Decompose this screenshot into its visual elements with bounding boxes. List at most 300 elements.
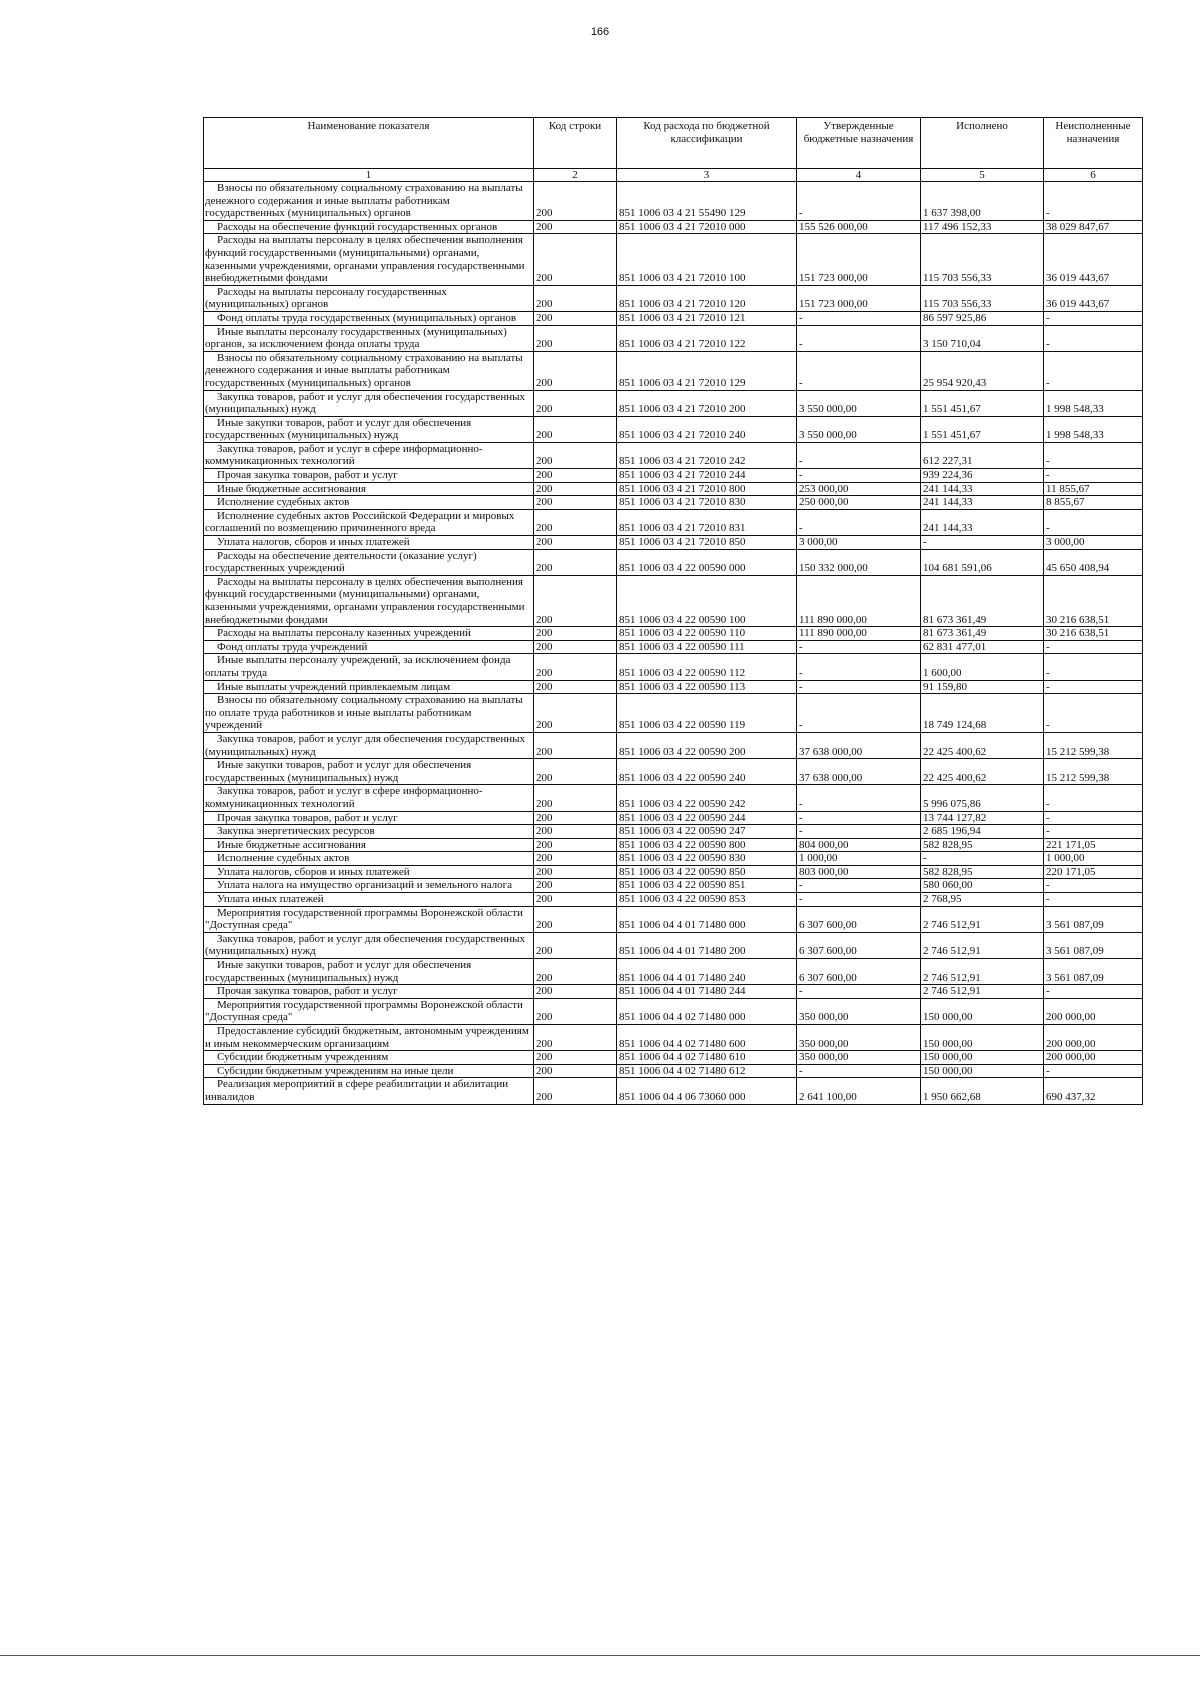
line-code-cell: 200 bbox=[534, 959, 617, 985]
executed-cell: 2 746 512,91 bbox=[921, 985, 1044, 999]
column-number: 4 bbox=[797, 169, 921, 182]
table-row bbox=[204, 852, 1143, 866]
unexecuted-cell: - bbox=[1044, 509, 1143, 535]
indicator-name-cell: Иные бюджетные ассигнования bbox=[204, 482, 534, 496]
table-row bbox=[204, 496, 1143, 510]
approved-cell: - bbox=[797, 442, 921, 468]
expense-code-cell: 851 1006 03 4 22 00590 113 bbox=[617, 680, 797, 694]
table-row bbox=[204, 985, 1143, 999]
unexecuted-cell: 15 212 599,38 bbox=[1044, 732, 1143, 758]
approved-cell: - bbox=[797, 680, 921, 694]
table-row bbox=[204, 1078, 1143, 1104]
unexecuted-cell: 38 029 847,67 bbox=[1044, 220, 1143, 234]
indicator-name-cell: Расходы на выплаты персоналу казенных учреждений bbox=[204, 627, 534, 641]
indicator-name-cell: Фонд оплаты труда государственных (муниципальных) органов bbox=[204, 311, 534, 325]
expense-code-cell: 851 1006 03 4 21 72010 121 bbox=[617, 311, 797, 325]
table-row bbox=[204, 442, 1143, 468]
line-code-cell: 200 bbox=[534, 759, 617, 785]
line-code-cell: 200 bbox=[534, 654, 617, 680]
approved-cell: 150 332 000,00 bbox=[797, 549, 921, 575]
approved-cell: - bbox=[797, 640, 921, 654]
executed-cell: 2 746 512,91 bbox=[921, 959, 1044, 985]
approved-cell: - bbox=[797, 351, 921, 390]
unexecuted-cell: 45 650 408,94 bbox=[1044, 549, 1143, 575]
approved-cell: - bbox=[797, 325, 921, 351]
expense-code-cell: 851 1006 03 4 21 72010 100 bbox=[617, 234, 797, 285]
indicator-name-cell: Расходы на выплаты персоналу государственных (муниципальных) органов bbox=[204, 285, 534, 311]
line-code-cell: 200 bbox=[534, 852, 617, 866]
table-row bbox=[204, 959, 1143, 985]
executed-cell: 1 551 451,67 bbox=[921, 390, 1044, 416]
executed-cell: 582 828,95 bbox=[921, 865, 1044, 879]
line-code-cell: 200 bbox=[534, 825, 617, 839]
executed-cell: 580 060,00 bbox=[921, 879, 1044, 893]
expense-code-cell: 851 1006 03 4 22 00590 110 bbox=[617, 627, 797, 641]
line-code-cell: 200 bbox=[534, 838, 617, 852]
unexecuted-cell: 3 561 087,09 bbox=[1044, 959, 1143, 985]
indicator-name-cell: Закупка товаров, работ и услуг для обеспечения государственных (муниципальных) нужд bbox=[204, 732, 534, 758]
expense-code-cell: 851 1006 03 4 21 72010 831 bbox=[617, 509, 797, 535]
unexecuted-cell: 221 171,05 bbox=[1044, 838, 1143, 852]
approved-cell: - bbox=[797, 785, 921, 811]
expense-code-cell: 851 1006 03 4 22 00590 244 bbox=[617, 811, 797, 825]
expense-code-cell: 851 1006 03 4 22 00590 240 bbox=[617, 759, 797, 785]
approved-cell: 3 550 000,00 bbox=[797, 416, 921, 442]
line-code-cell: 200 bbox=[534, 985, 617, 999]
approved-cell: - bbox=[797, 879, 921, 893]
approved-cell: 37 638 000,00 bbox=[797, 732, 921, 758]
header-unexecuted: Неисполненные назначения bbox=[1044, 118, 1143, 169]
unexecuted-cell: - bbox=[1044, 469, 1143, 483]
line-code-cell: 200 bbox=[534, 182, 617, 221]
expense-code-cell: 851 1006 03 4 21 72010 242 bbox=[617, 442, 797, 468]
line-code-cell: 200 bbox=[534, 549, 617, 575]
unexecuted-cell: 220 171,05 bbox=[1044, 865, 1143, 879]
line-code-cell: 200 bbox=[534, 785, 617, 811]
unexecuted-cell: - bbox=[1044, 825, 1143, 839]
executed-cell: 241 144,33 bbox=[921, 509, 1044, 535]
approved-cell: 350 000,00 bbox=[797, 998, 921, 1024]
approved-cell: 151 723 000,00 bbox=[797, 285, 921, 311]
table-row bbox=[204, 680, 1143, 694]
unexecuted-cell: - bbox=[1044, 785, 1143, 811]
header-line-code: Код строки bbox=[534, 118, 617, 169]
indicator-name-cell: Субсидии бюджетным учреждениям на иные цели bbox=[204, 1064, 534, 1078]
line-code-cell: 200 bbox=[534, 220, 617, 234]
expense-code-cell: 851 1006 04 4 02 71480 612 bbox=[617, 1064, 797, 1078]
line-code-cell: 200 bbox=[534, 879, 617, 893]
table-body bbox=[204, 182, 1143, 1105]
executed-cell: 241 144,33 bbox=[921, 496, 1044, 510]
expense-code-cell: 851 1006 04 4 02 71480 610 bbox=[617, 1051, 797, 1065]
table-row bbox=[204, 906, 1143, 932]
table-row bbox=[204, 865, 1143, 879]
executed-cell: 86 597 925,86 bbox=[921, 311, 1044, 325]
expense-code-cell: 851 1006 03 4 22 00590 853 bbox=[617, 893, 797, 907]
executed-cell: 3 150 710,04 bbox=[921, 325, 1044, 351]
line-code-cell: 200 bbox=[534, 627, 617, 641]
expense-code-cell: 851 1006 03 4 21 72010 200 bbox=[617, 390, 797, 416]
unexecuted-cell: - bbox=[1044, 311, 1143, 325]
executed-cell: 1 950 662,68 bbox=[921, 1078, 1044, 1104]
indicator-name-cell: Закупка товаров, работ и услуг для обеспечения государственных (муниципальных) нужд bbox=[204, 932, 534, 958]
indicator-name-cell: Взносы по обязательному социальному страхованию на выплаты денежного содержания и иные выплаты работникам государственных (муниципальных) органов bbox=[204, 182, 534, 221]
executed-cell: 1 600,00 bbox=[921, 654, 1044, 680]
unexecuted-cell: - bbox=[1044, 694, 1143, 733]
expense-code-cell: 851 1006 03 4 22 00590 851 bbox=[617, 879, 797, 893]
approved-cell: - bbox=[797, 985, 921, 999]
expense-code-cell: 851 1006 04 4 01 71480 000 bbox=[617, 906, 797, 932]
executed-cell: 81 673 361,49 bbox=[921, 627, 1044, 641]
executed-cell: 241 144,33 bbox=[921, 482, 1044, 496]
approved-cell: - bbox=[797, 182, 921, 221]
unexecuted-cell: 1 998 548,33 bbox=[1044, 416, 1143, 442]
executed-cell: 117 496 152,33 bbox=[921, 220, 1044, 234]
table-row bbox=[204, 825, 1143, 839]
unexecuted-cell: - bbox=[1044, 182, 1143, 221]
line-code-cell: 200 bbox=[534, 442, 617, 468]
indicator-name-cell: Уплата налога на имущество организаций и земельного налога bbox=[204, 879, 534, 893]
approved-cell: 253 000,00 bbox=[797, 482, 921, 496]
indicator-name-cell: Прочая закупка товаров, работ и услуг bbox=[204, 985, 534, 999]
indicator-name-cell: Иные закупки товаров, работ и услуг для обеспечения государственных (муниципальных) нужд bbox=[204, 416, 534, 442]
expense-code-cell: 851 1006 04 4 01 71480 200 bbox=[617, 932, 797, 958]
unexecuted-cell: 1 000,00 bbox=[1044, 852, 1143, 866]
approved-cell: - bbox=[797, 1064, 921, 1078]
unexecuted-cell: - bbox=[1044, 351, 1143, 390]
approved-cell: 3 550 000,00 bbox=[797, 390, 921, 416]
executed-cell: 5 996 075,86 bbox=[921, 785, 1044, 811]
table-row bbox=[204, 1051, 1143, 1065]
approved-cell: 350 000,00 bbox=[797, 1051, 921, 1065]
expense-code-cell: 851 1006 03 4 22 00590 242 bbox=[617, 785, 797, 811]
expense-code-cell: 851 1006 03 4 21 72010 244 bbox=[617, 469, 797, 483]
line-code-cell: 200 bbox=[534, 351, 617, 390]
unexecuted-cell: 36 019 443,67 bbox=[1044, 234, 1143, 285]
line-code-cell: 200 bbox=[534, 811, 617, 825]
unexecuted-cell: - bbox=[1044, 811, 1143, 825]
indicator-name-cell: Закупка товаров, работ и услуг в сфере информационно-коммуникационных технологий bbox=[204, 442, 534, 468]
indicator-name-cell: Прочая закупка товаров, работ и услуг bbox=[204, 811, 534, 825]
executed-cell: 13 744 127,82 bbox=[921, 811, 1044, 825]
line-code-cell: 200 bbox=[534, 325, 617, 351]
line-code-cell: 200 bbox=[534, 1025, 617, 1051]
approved-cell: - bbox=[797, 469, 921, 483]
indicator-name-cell: Уплата иных платежей bbox=[204, 893, 534, 907]
expense-code-cell: 851 1006 04 4 01 71480 244 bbox=[617, 985, 797, 999]
line-code-cell: 200 bbox=[534, 509, 617, 535]
executed-cell: - bbox=[921, 852, 1044, 866]
unexecuted-cell: 690 437,32 bbox=[1044, 1078, 1143, 1104]
line-code-cell: 200 bbox=[534, 416, 617, 442]
line-code-cell: 200 bbox=[534, 1078, 617, 1104]
executed-cell: 115 703 556,33 bbox=[921, 234, 1044, 285]
indicator-name-cell: Расходы на выплаты персоналу в целях обеспечения выполнения функций государственными (муниципальными) органами, казенными учреждениями, органами управления государственными внебюджетными фондами bbox=[204, 234, 534, 285]
column-number-row bbox=[204, 169, 1143, 182]
expense-code-cell: 851 1006 03 4 21 72010 240 bbox=[617, 416, 797, 442]
budget-execution-table bbox=[203, 117, 1143, 1105]
table-row bbox=[204, 482, 1143, 496]
table-row bbox=[204, 220, 1143, 234]
table-row bbox=[204, 893, 1143, 907]
header-expense-code: Код расхода по бюджетной классификации bbox=[617, 118, 797, 169]
approved-cell: 6 307 600,00 bbox=[797, 959, 921, 985]
line-code-cell: 200 bbox=[534, 694, 617, 733]
approved-cell: - bbox=[797, 311, 921, 325]
expense-code-cell: 851 1006 03 4 21 72010 830 bbox=[617, 496, 797, 510]
unexecuted-cell: - bbox=[1044, 442, 1143, 468]
table-row bbox=[204, 785, 1143, 811]
indicator-name-cell: Уплата налогов, сборов и иных платежей bbox=[204, 865, 534, 879]
expense-code-cell: 851 1006 03 4 21 55490 129 bbox=[617, 182, 797, 221]
approved-cell: 2 641 100,00 bbox=[797, 1078, 921, 1104]
approved-cell: - bbox=[797, 811, 921, 825]
line-code-cell: 200 bbox=[534, 732, 617, 758]
unexecuted-cell: - bbox=[1044, 1064, 1143, 1078]
expense-code-cell: 851 1006 03 4 22 00590 200 bbox=[617, 732, 797, 758]
line-code-cell: 200 bbox=[534, 285, 617, 311]
unexecuted-cell: 30 216 638,51 bbox=[1044, 575, 1143, 626]
header-row bbox=[204, 118, 1143, 169]
executed-cell: 582 828,95 bbox=[921, 838, 1044, 852]
header-executed: Исполнено bbox=[921, 118, 1044, 169]
line-code-cell: 200 bbox=[534, 390, 617, 416]
unexecuted-cell: - bbox=[1044, 680, 1143, 694]
executed-cell: 150 000,00 bbox=[921, 998, 1044, 1024]
indicator-name-cell: Субсидии бюджетным учреждениям bbox=[204, 1051, 534, 1065]
approved-cell: - bbox=[797, 825, 921, 839]
line-code-cell: 200 bbox=[534, 536, 617, 550]
header-indicator-name: Наименование показателя bbox=[204, 118, 534, 169]
line-code-cell: 200 bbox=[534, 496, 617, 510]
line-code-cell: 200 bbox=[534, 1064, 617, 1078]
expense-code-cell: 851 1006 03 4 21 72010 120 bbox=[617, 285, 797, 311]
expense-code-cell: 851 1006 03 4 22 00590 112 bbox=[617, 654, 797, 680]
table-row bbox=[204, 732, 1143, 758]
executed-cell: 2 768,95 bbox=[921, 893, 1044, 907]
line-code-cell: 200 bbox=[534, 575, 617, 626]
table-row bbox=[204, 351, 1143, 390]
executed-cell: 2 685 196,94 bbox=[921, 825, 1044, 839]
indicator-name-cell: Иные выплаты учреждений привлекаемым лицам bbox=[204, 680, 534, 694]
table-row bbox=[204, 1025, 1143, 1051]
expense-code-cell: 851 1006 03 4 21 72010 129 bbox=[617, 351, 797, 390]
expense-code-cell: 851 1006 04 4 01 71480 240 bbox=[617, 959, 797, 985]
approved-cell: - bbox=[797, 654, 921, 680]
executed-cell: 150 000,00 bbox=[921, 1025, 1044, 1051]
column-number: 5 bbox=[921, 169, 1044, 182]
expense-code-cell: 851 1006 03 4 22 00590 111 bbox=[617, 640, 797, 654]
executed-cell: 2 746 512,91 bbox=[921, 932, 1044, 958]
table-row bbox=[204, 325, 1143, 351]
line-code-cell: 200 bbox=[534, 680, 617, 694]
executed-cell: 22 425 400,62 bbox=[921, 732, 1044, 758]
line-code-cell: 200 bbox=[534, 482, 617, 496]
approved-cell: 3 000,00 bbox=[797, 536, 921, 550]
expense-code-cell: 851 1006 03 4 22 00590 830 bbox=[617, 852, 797, 866]
expense-code-cell: 851 1006 03 4 21 72010 000 bbox=[617, 220, 797, 234]
line-code-cell: 200 bbox=[534, 998, 617, 1024]
column-number: 3 bbox=[617, 169, 797, 182]
unexecuted-cell: 3 561 087,09 bbox=[1044, 932, 1143, 958]
unexecuted-cell: - bbox=[1044, 879, 1143, 893]
bottom-rule bbox=[0, 1655, 1200, 1656]
line-code-cell: 200 bbox=[534, 893, 617, 907]
table-row bbox=[204, 759, 1143, 785]
table-row bbox=[204, 879, 1143, 893]
executed-cell: 22 425 400,62 bbox=[921, 759, 1044, 785]
unexecuted-cell: 15 212 599,38 bbox=[1044, 759, 1143, 785]
indicator-name-cell: Иные бюджетные ассигнования bbox=[204, 838, 534, 852]
executed-cell: 612 227,31 bbox=[921, 442, 1044, 468]
unexecuted-cell: 1 998 548,33 bbox=[1044, 390, 1143, 416]
indicator-name-cell: Закупка товаров, работ и услуг в сфере информационно-коммуникационных технологий bbox=[204, 785, 534, 811]
table-row bbox=[204, 234, 1143, 285]
approved-cell: 250 000,00 bbox=[797, 496, 921, 510]
expense-code-cell: 851 1006 03 4 21 72010 122 bbox=[617, 325, 797, 351]
indicator-name-cell: Взносы по обязательному социальному страхованию на выплаты денежного содержания и иные выплаты работникам государственных (муниципальных) органов bbox=[204, 351, 534, 390]
unexecuted-cell: 8 855,67 bbox=[1044, 496, 1143, 510]
table-row bbox=[204, 509, 1143, 535]
unexecuted-cell: 3 000,00 bbox=[1044, 536, 1143, 550]
approved-cell: 37 638 000,00 bbox=[797, 759, 921, 785]
indicator-name-cell: Иные закупки товаров, работ и услуг для обеспечения государственных (муниципальных) нужд bbox=[204, 959, 534, 985]
indicator-name-cell: Прочая закупка товаров, работ и услуг bbox=[204, 469, 534, 483]
table-row bbox=[204, 311, 1143, 325]
table-row bbox=[204, 416, 1143, 442]
indicator-name-cell: Иные выплаты персоналу государственных (муниципальных) органов, за исключением фонда оплаты труда bbox=[204, 325, 534, 351]
approved-cell: 803 000,00 bbox=[797, 865, 921, 879]
line-code-cell: 200 bbox=[534, 311, 617, 325]
unexecuted-cell: - bbox=[1044, 893, 1143, 907]
approved-cell: - bbox=[797, 694, 921, 733]
executed-cell: 104 681 591,06 bbox=[921, 549, 1044, 575]
expense-code-cell: 851 1006 03 4 22 00590 100 bbox=[617, 575, 797, 626]
indicator-name-cell: Фонд оплаты труда учреждений bbox=[204, 640, 534, 654]
table-row bbox=[204, 182, 1143, 221]
executed-cell: 150 000,00 bbox=[921, 1051, 1044, 1065]
indicator-name-cell: Закупка энергетических ресурсов bbox=[204, 825, 534, 839]
table-row bbox=[204, 654, 1143, 680]
page-number: 166 bbox=[590, 26, 610, 38]
approved-cell: 6 307 600,00 bbox=[797, 906, 921, 932]
expense-code-cell: 851 1006 03 4 22 00590 800 bbox=[617, 838, 797, 852]
unexecuted-cell: - bbox=[1044, 640, 1143, 654]
line-code-cell: 200 bbox=[534, 865, 617, 879]
indicator-name-cell: Исполнение судебных актов Российской Федерации и мировых соглашений по возмещению причиненного вреда bbox=[204, 509, 534, 535]
table-header bbox=[204, 118, 1143, 182]
indicator-name-cell: Мероприятия государственной программы Воронежской области "Доступная среда" bbox=[204, 906, 534, 932]
table-row bbox=[204, 536, 1143, 550]
approved-cell: 151 723 000,00 bbox=[797, 234, 921, 285]
table-row bbox=[204, 390, 1143, 416]
indicator-name-cell: Реализация мероприятий в сфере реабилитации и абилитации инвалидов bbox=[204, 1078, 534, 1104]
line-code-cell: 200 bbox=[534, 1051, 617, 1065]
table-row bbox=[204, 285, 1143, 311]
expense-code-cell: 851 1006 03 4 22 00590 000 bbox=[617, 549, 797, 575]
table-row bbox=[204, 469, 1143, 483]
indicator-name-cell: Иные закупки товаров, работ и услуг для обеспечения государственных (муниципальных) нужд bbox=[204, 759, 534, 785]
executed-cell: 81 673 361,49 bbox=[921, 575, 1044, 626]
indicator-name-cell: Расходы на обеспечение деятельности (оказание услуг) государственных учреждений bbox=[204, 549, 534, 575]
indicator-name-cell: Расходы на выплаты персоналу в целях обеспечения выполнения функций государственными (муниципальными) органами, казенными учреждениями, органами управления государственными внебюджетными фондами bbox=[204, 575, 534, 626]
unexecuted-cell: - bbox=[1044, 985, 1143, 999]
executed-cell: 25 954 920,43 bbox=[921, 351, 1044, 390]
expense-code-cell: 851 1006 04 4 06 73060 000 bbox=[617, 1078, 797, 1104]
line-code-cell: 200 bbox=[534, 640, 617, 654]
approved-cell: 111 890 000,00 bbox=[797, 627, 921, 641]
indicator-name-cell: Взносы по обязательному социальному страхованию на выплаты по оплате труда работников и иные выплаты работникам учреждений bbox=[204, 694, 534, 733]
executed-cell: 18 749 124,68 bbox=[921, 694, 1044, 733]
executed-cell: 62 831 477,01 bbox=[921, 640, 1044, 654]
table-row bbox=[204, 811, 1143, 825]
unexecuted-cell: 36 019 443,67 bbox=[1044, 285, 1143, 311]
unexecuted-cell: 200 000,00 bbox=[1044, 1051, 1143, 1065]
line-code-cell: 200 bbox=[534, 906, 617, 932]
header-approved: Утвержденные бюджетные назначения bbox=[797, 118, 921, 169]
executed-cell: 150 000,00 bbox=[921, 1064, 1044, 1078]
indicator-name-cell: Закупка товаров, работ и услуг для обеспечения государственных (муниципальных) нужд bbox=[204, 390, 534, 416]
indicator-name-cell: Иные выплаты персоналу учреждений, за исключением фонда оплаты труда bbox=[204, 654, 534, 680]
unexecuted-cell: 200 000,00 bbox=[1044, 1025, 1143, 1051]
line-code-cell: 200 bbox=[534, 469, 617, 483]
expense-code-cell: 851 1006 03 4 21 72010 800 bbox=[617, 482, 797, 496]
executed-cell: 1 551 451,67 bbox=[921, 416, 1044, 442]
table-row bbox=[204, 1064, 1143, 1078]
indicator-name-cell: Мероприятия государственной программы Воронежской области "Доступная среда" bbox=[204, 998, 534, 1024]
executed-cell: 115 703 556,33 bbox=[921, 285, 1044, 311]
column-number: 6 bbox=[1044, 169, 1143, 182]
executed-cell: 939 224,36 bbox=[921, 469, 1044, 483]
unexecuted-cell: 11 855,67 bbox=[1044, 482, 1143, 496]
line-code-cell: 200 bbox=[534, 932, 617, 958]
expense-code-cell: 851 1006 03 4 22 00590 850 bbox=[617, 865, 797, 879]
expense-code-cell: 851 1006 03 4 22 00590 247 bbox=[617, 825, 797, 839]
approved-cell: 350 000,00 bbox=[797, 1025, 921, 1051]
unexecuted-cell: - bbox=[1044, 325, 1143, 351]
column-number: 2 bbox=[534, 169, 617, 182]
indicator-name-cell: Исполнение судебных актов bbox=[204, 496, 534, 510]
indicator-name-cell: Предоставление субсидий бюджетным, автономным учреждениям и иным некоммерческим организациям bbox=[204, 1025, 534, 1051]
expense-code-cell: 851 1006 03 4 22 00590 119 bbox=[617, 694, 797, 733]
approved-cell: 804 000,00 bbox=[797, 838, 921, 852]
column-number: 1 bbox=[204, 169, 534, 182]
table-row bbox=[204, 838, 1143, 852]
approved-cell: - bbox=[797, 509, 921, 535]
table-row bbox=[204, 932, 1143, 958]
unexecuted-cell: 200 000,00 bbox=[1044, 998, 1143, 1024]
indicator-name-cell: Уплата налогов, сборов и иных платежей bbox=[204, 536, 534, 550]
expense-code-cell: 851 1006 03 4 21 72010 850 bbox=[617, 536, 797, 550]
table-row bbox=[204, 694, 1143, 733]
table-row bbox=[204, 998, 1143, 1024]
indicator-name-cell: Исполнение судебных актов bbox=[204, 852, 534, 866]
approved-cell: 1 000,00 bbox=[797, 852, 921, 866]
table-row bbox=[204, 549, 1143, 575]
approved-cell: 155 526 000,00 bbox=[797, 220, 921, 234]
approved-cell: 111 890 000,00 bbox=[797, 575, 921, 626]
expense-code-cell: 851 1006 04 4 02 71480 000 bbox=[617, 998, 797, 1024]
executed-cell: 2 746 512,91 bbox=[921, 906, 1044, 932]
executed-cell: 91 159,80 bbox=[921, 680, 1044, 694]
unexecuted-cell: - bbox=[1044, 654, 1143, 680]
approved-cell: - bbox=[797, 893, 921, 907]
executed-cell: 1 637 398,00 bbox=[921, 182, 1044, 221]
line-code-cell: 200 bbox=[534, 234, 617, 285]
table-row bbox=[204, 575, 1143, 626]
unexecuted-cell: 3 561 087,09 bbox=[1044, 906, 1143, 932]
unexecuted-cell: 30 216 638,51 bbox=[1044, 627, 1143, 641]
